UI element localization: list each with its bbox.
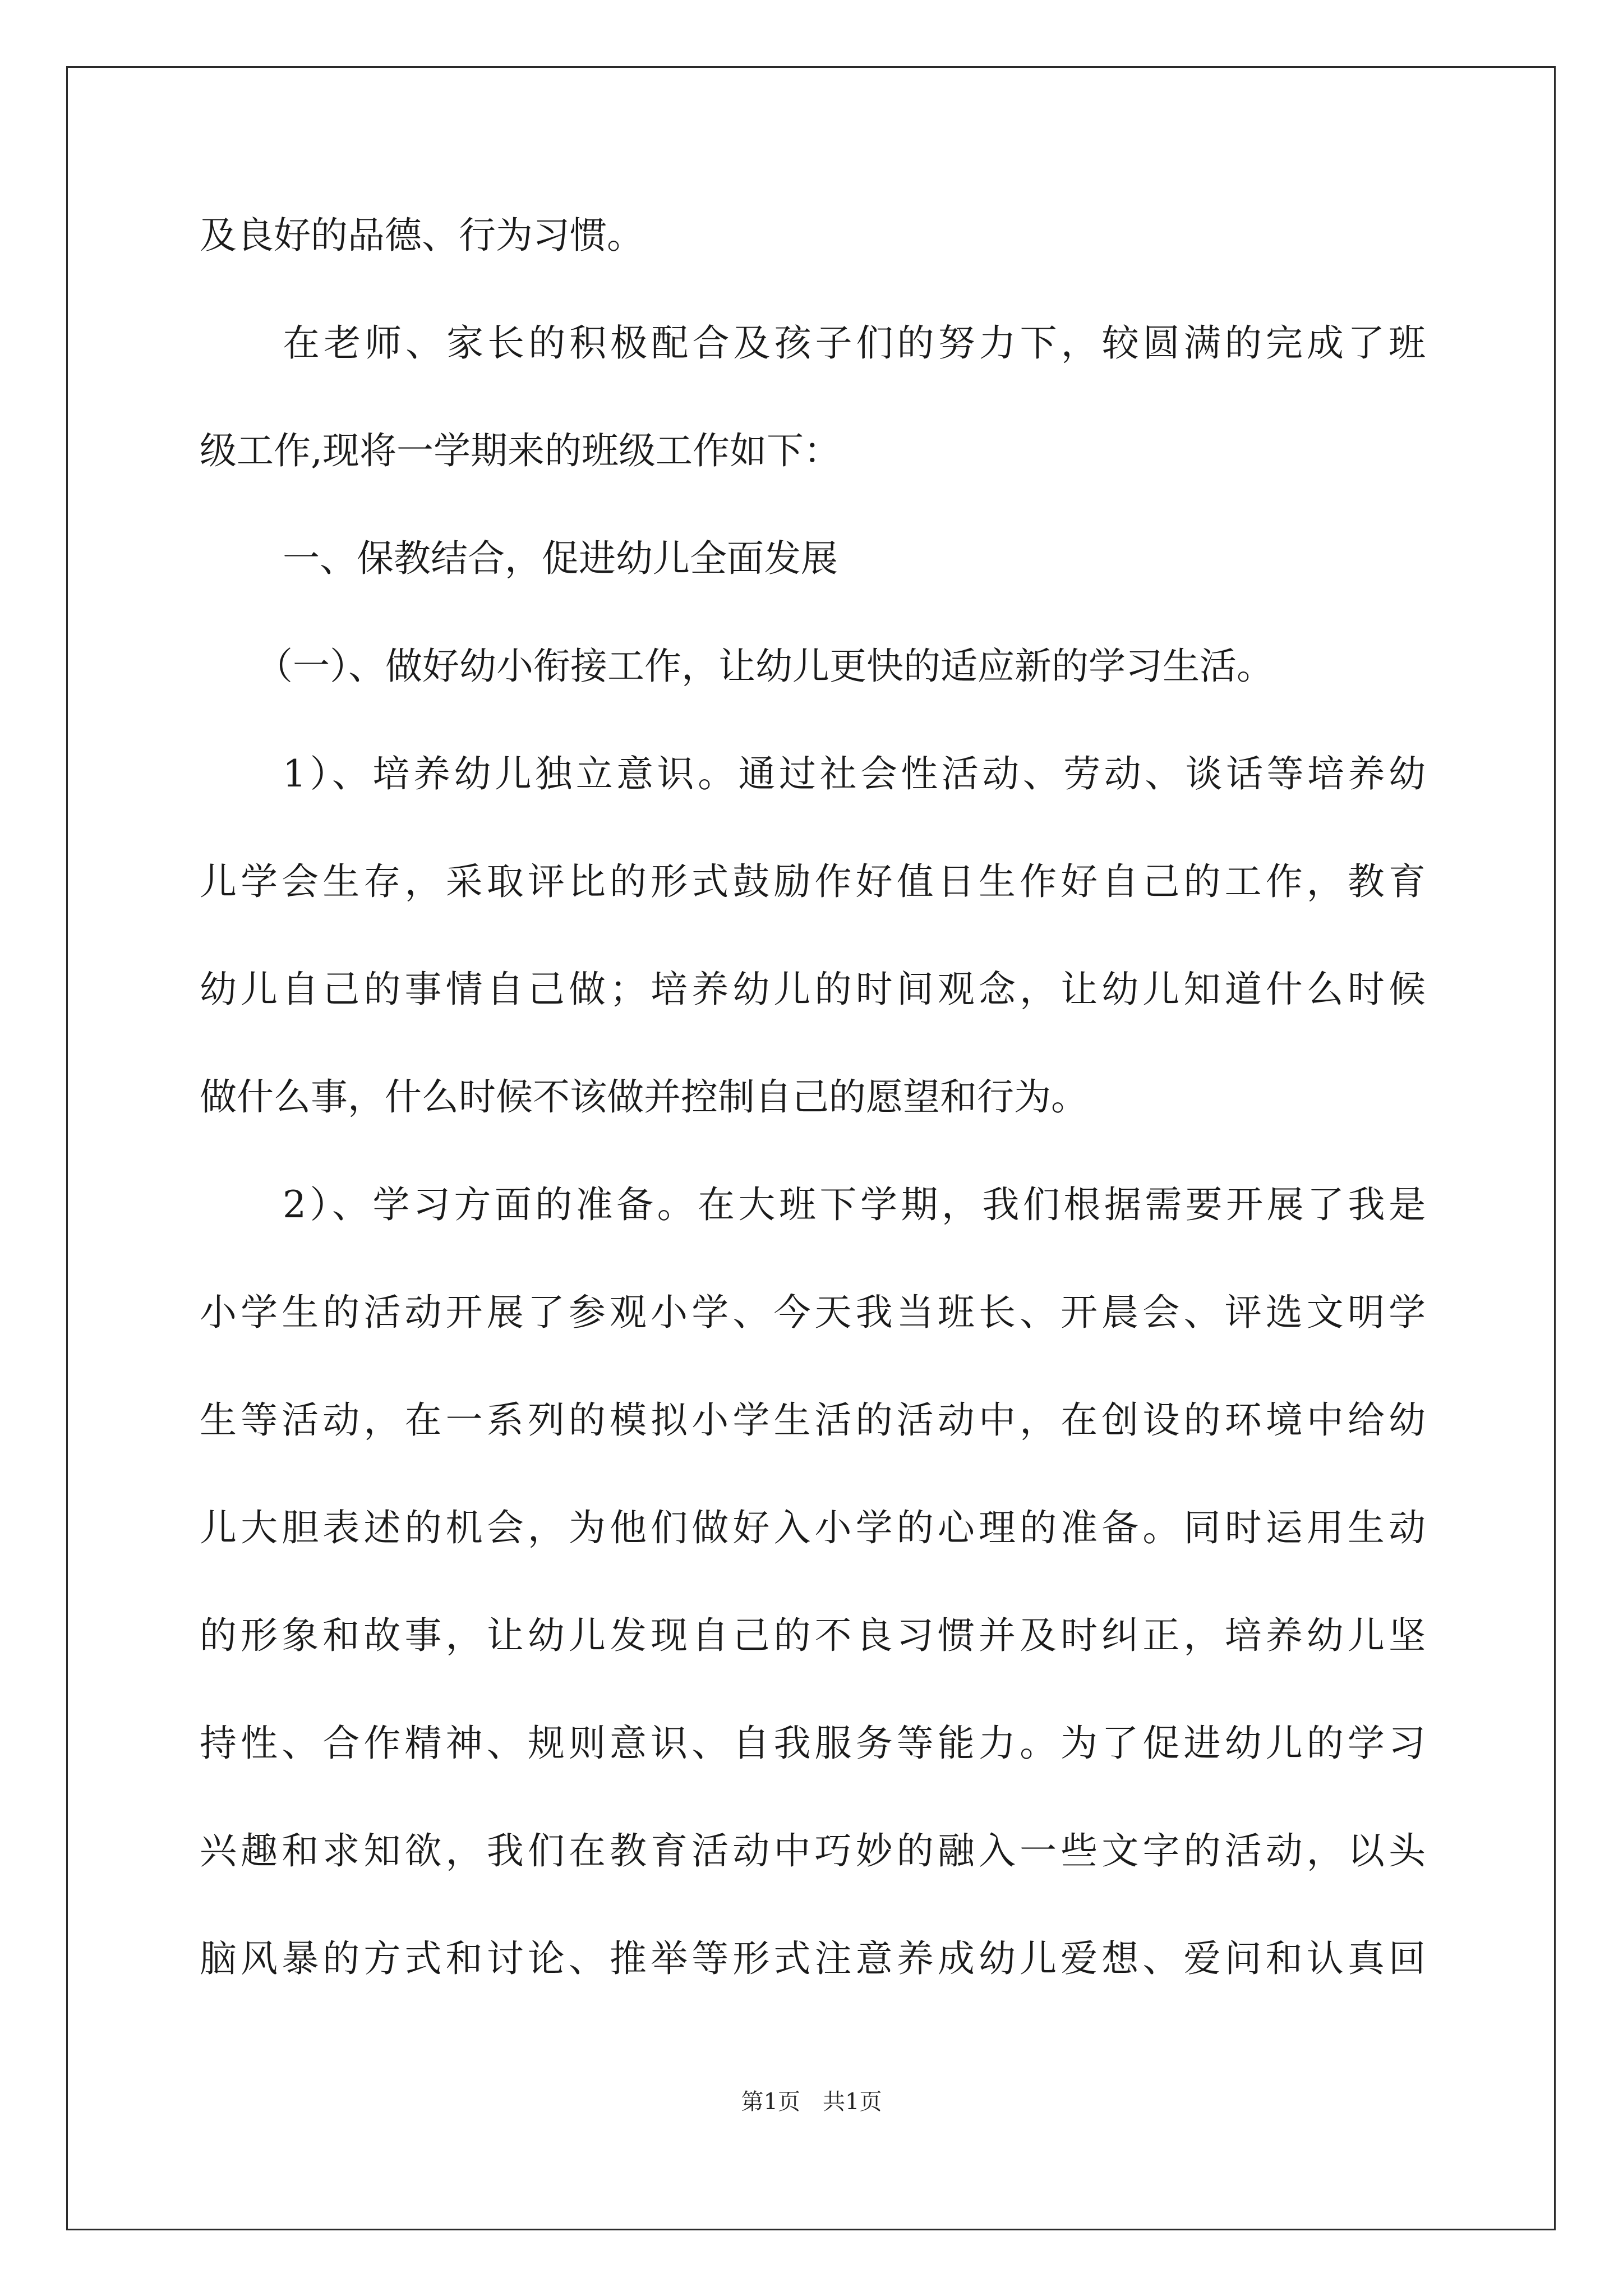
text-line-17: 脑风暴的方式和讨论、推举等形式注意养成幼儿爱想、爱问和认真回 [200, 1937, 1426, 1980]
text-line-11: 小学生的活动开展了参观小学、今天我当班长、开晨会、评选文明学 [200, 1291, 1426, 1334]
text-line-12: 生等活动，在一系列的模拟小学生活的活动中，在创设的环境中给幼 [200, 1398, 1426, 1442]
text-line-8: 幼儿自己的事情自己做；培养幼儿的时间观念，让幼儿知道什么时候 [200, 968, 1426, 1011]
text-line-9: 做什么事，什么时候不该做并控制自己的愿望和行为。 [200, 1075, 1088, 1119]
text-line-13: 儿大胆表述的机会，为他们做好入小学的心理的准备。同时运用生动 [200, 1506, 1426, 1549]
page-border [66, 66, 1556, 2230]
text-line-15: 持性、合作精神、规则意识、自我服务等能力。为了促进幼儿的学习 [200, 1722, 1426, 1765]
text-line-2: 在老师、家长的积极配合及孩子们的努力下，较圆满的完成了班 [283, 321, 1426, 365]
subsection-heading: （一）、做好幼小衔接工作，让幼儿更快的适应新的学习生活。 [256, 645, 1274, 688]
text-line-1: 及良好的品德、行为习惯。 [200, 214, 644, 257]
text-line-14: 的形象和故事，让幼儿发现自己的不良习惯并及时纠正，培养幼儿坚 [200, 1614, 1426, 1657]
section-heading: 一、保教结合，促进幼儿全面发展 [283, 537, 838, 580]
text-line-6: 1）、培养幼儿独立意识。通过社会性活动、劳动、谈话等培养幼 [283, 752, 1426, 795]
text-line-7: 儿学会生存，采取评比的形式鼓励作好值日生作好自己的工作，教育 [200, 860, 1426, 903]
text-line-16: 兴趣和求知欲，我们在教育活动中巧妙的融入一些文字的活动，以头 [200, 1829, 1426, 1872]
text-line-10: 2）、学习方面的准备。在大班下学期，我们根据需要开展了我是 [283, 1183, 1426, 1226]
text-line-3: 级工作,现将一学期来的班级工作如下： [200, 429, 841, 472]
page-footer: 第1页 共1页 [741, 2089, 882, 2115]
